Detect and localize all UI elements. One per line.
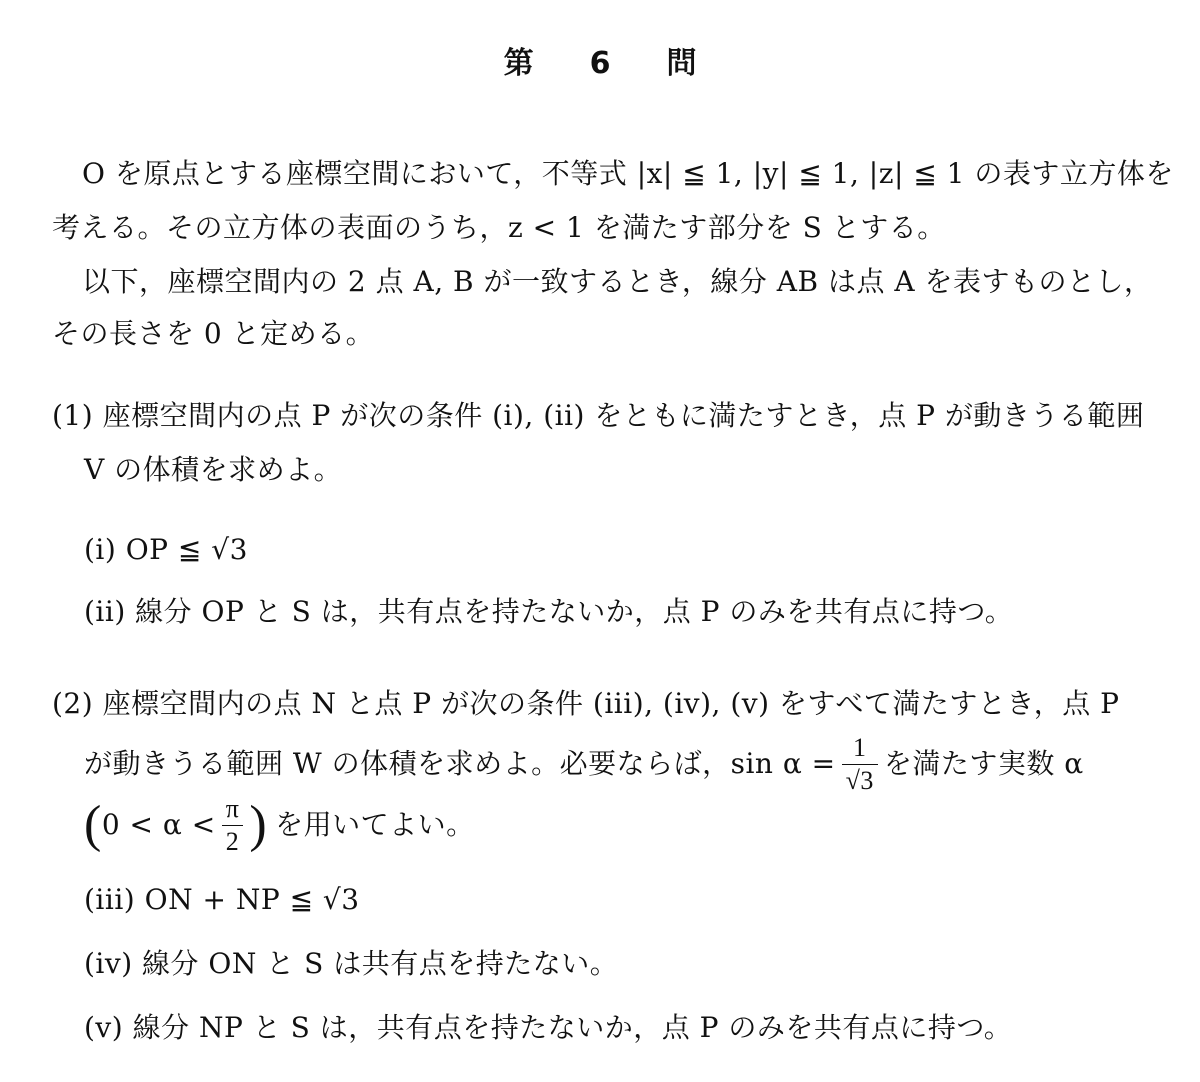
title-mon: 問 <box>666 46 697 81</box>
question-2-text-c: を用いてよい。 <box>275 808 475 841</box>
alpha-range: 0 < α < <box>101 808 216 841</box>
question-2-text-b: を満たす実数 α <box>883 747 1084 780</box>
question-1-line-1: (1) 座標空間内の点 P が次の条件 (i), (ii) をともに満たすとき，点 P が動きうる範囲 <box>52 399 1145 432</box>
problem-title <box>0 38 1200 82</box>
intro-line-3: 以下，座標空間内の 2 点 A, B が一致するとき，線分 AB は点 A を表すものとし， <box>82 265 1153 298</box>
condition-iii: (iii) ON + NP ≦ √3 <box>84 883 360 916</box>
intro-line-4: その長さを 0 と定める。 <box>52 317 375 350</box>
question-2-line-3 <box>84 790 475 860</box>
condition-v: (v) 線分 NP と S は，共有点を持たないか，点 P のみを共有点に持つ。 <box>84 1011 1013 1044</box>
title-number: 6 <box>589 46 611 81</box>
fraction-denominator: 2 <box>222 825 244 855</box>
condition-iv: (iv) 線分 ON と S は共有点を持たない。 <box>84 947 619 980</box>
fraction-pi-over-2 <box>222 795 244 855</box>
title-dai: 第 <box>503 46 534 81</box>
condition-i: (i) OP ≦ √3 <box>84 533 248 566</box>
fraction-numerator: π <box>225 794 240 824</box>
question-2-line-1: (2) 座標空間内の点 N と点 P が次の条件 (iii), (iv), (v) をすべて満たすとき，点 P <box>52 687 1120 720</box>
condition-ii: (ii) 線分 OP と S は，共有点を持たないか，点 P のみを共有点に持つ。 <box>84 595 1014 628</box>
intro-line-2: 考える。その立方体の表面のうち，z < 1 を満たす部分を S とする。 <box>52 211 946 244</box>
question-1-line-2: V の体積を求めよ。 <box>84 453 343 486</box>
fraction-denominator: √3 <box>842 764 878 794</box>
right-paren: ) <box>249 796 268 853</box>
fraction-numerator: 1 <box>853 733 867 763</box>
question-2-text-a: が動きうる範囲 W の体積を求めよ。必要ならば，sin α = <box>84 747 836 780</box>
fraction-one-over-root3 <box>842 734 878 794</box>
intro-line-1: O を原点とする座標空間において，不等式 |x| ≦ 1, |y| ≦ 1, |z| ≦ 1 の表す立方体を <box>82 157 1174 190</box>
left-paren: ( <box>84 796 102 853</box>
